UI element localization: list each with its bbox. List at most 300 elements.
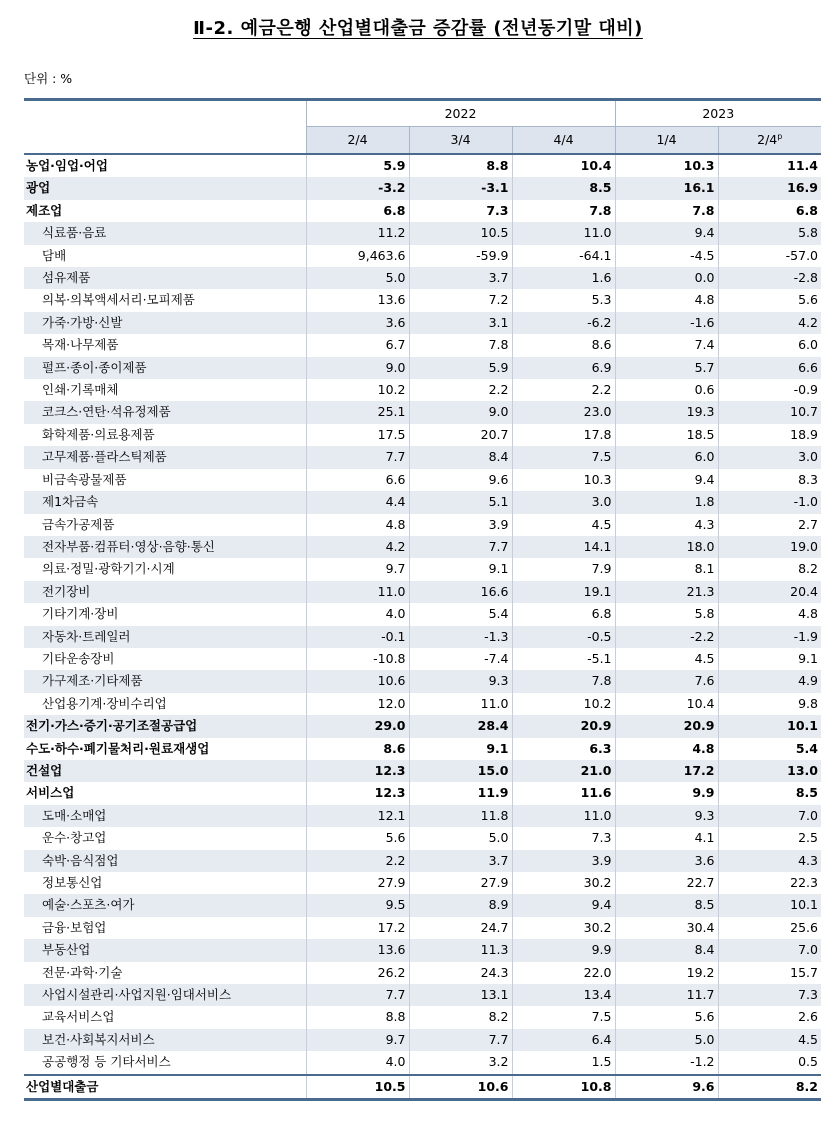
- value-cell: 8.6: [306, 738, 409, 760]
- value-cell: 5.4: [409, 603, 512, 625]
- value-cell: 10.4: [512, 154, 615, 177]
- value-cell: 19.1: [512, 581, 615, 603]
- quarter-header: 2/4: [306, 127, 409, 155]
- row-label: 비금속광물제품: [42, 471, 127, 487]
- row-label: 화학제품·의료용제품: [42, 426, 155, 442]
- value-cell: 4.8: [615, 289, 718, 311]
- value-cell: 13.6: [306, 939, 409, 961]
- row-label: 금속가공제품: [42, 516, 115, 532]
- value-cell: 9,463.6: [306, 245, 409, 267]
- value-cell: 9.1: [409, 558, 512, 580]
- value-cell: 6.3: [512, 738, 615, 760]
- value-cell: 7.7: [409, 1029, 512, 1051]
- value-cell: 8.2: [718, 1075, 821, 1100]
- value-cell: 2.7: [718, 514, 821, 536]
- value-cell: 6.0: [615, 446, 718, 468]
- value-cell: 5.3: [512, 289, 615, 311]
- value-cell: -1.9: [718, 626, 821, 648]
- row-label: 서비스업: [26, 785, 75, 801]
- value-cell: 9.3: [615, 805, 718, 827]
- value-cell: 4.5: [718, 1029, 821, 1051]
- value-cell: 11.0: [512, 805, 615, 827]
- quarter-header-row: [24, 127, 821, 155]
- value-cell: -0.9: [718, 379, 821, 401]
- value-cell: 1.8: [615, 491, 718, 513]
- value-cell: 4.0: [306, 1051, 409, 1074]
- value-cell: 19.3: [615, 401, 718, 423]
- row-label: 도매·소매업: [24, 805, 306, 827]
- value-cell: -1.6: [615, 312, 718, 334]
- value-cell: 18.5: [615, 424, 718, 446]
- value-cell: 9.7: [306, 558, 409, 580]
- value-cell: 22.3: [718, 872, 821, 894]
- table-row: [24, 894, 821, 916]
- row-label: 광업: [24, 177, 306, 199]
- value-cell: 18.9: [718, 424, 821, 446]
- value-cell: 30.2: [512, 872, 615, 894]
- value-cell: 22.0: [512, 962, 615, 984]
- value-cell: 11.0: [512, 222, 615, 244]
- value-cell: 8.2: [409, 1006, 512, 1028]
- value-cell: 4.5: [512, 514, 615, 536]
- row-label: 수도·하수·폐기물처리·원료재생업: [26, 740, 210, 756]
- value-cell: 11.0: [306, 581, 409, 603]
- value-cell: -64.1: [512, 245, 615, 267]
- value-cell: 5.0: [409, 827, 512, 849]
- value-cell: 8.3: [718, 469, 821, 491]
- value-cell: 8.2: [718, 558, 821, 580]
- value-cell: 5.4: [718, 738, 821, 760]
- value-cell: -7.4: [409, 648, 512, 670]
- value-cell: -2.2: [615, 626, 718, 648]
- value-cell: 7.7: [409, 536, 512, 558]
- value-cell: 3.7: [409, 267, 512, 289]
- row-label: 식료품·음료: [24, 222, 306, 244]
- value-cell: 7.8: [512, 200, 615, 222]
- table-row: [24, 670, 821, 692]
- value-cell: 11.0: [409, 693, 512, 715]
- value-cell: 4.2: [306, 536, 409, 558]
- value-cell: 4.8: [306, 514, 409, 536]
- table-row: [24, 648, 821, 670]
- value-cell: 3.6: [306, 312, 409, 334]
- table-row: [24, 469, 821, 491]
- value-cell: 11.2: [306, 222, 409, 244]
- table-row: [24, 939, 821, 961]
- value-cell: 13.6: [306, 289, 409, 311]
- value-cell: 21.0: [512, 760, 615, 782]
- table-row: [24, 827, 821, 849]
- value-cell: 22.7: [615, 872, 718, 894]
- value-cell: 9.7: [306, 1029, 409, 1051]
- value-cell: 5.6: [718, 289, 821, 311]
- value-cell: 7.8: [409, 334, 512, 356]
- table-row: [24, 289, 821, 311]
- row-label: 부동산업: [24, 939, 306, 961]
- table-row: [24, 872, 821, 894]
- value-cell: 26.2: [306, 962, 409, 984]
- value-cell: 4.8: [615, 738, 718, 760]
- value-cell: -1.2: [615, 1051, 718, 1074]
- table-row: [24, 1051, 821, 1074]
- value-cell: 6.7: [306, 334, 409, 356]
- header-corner: [24, 100, 306, 127]
- value-cell: -2.8: [718, 267, 821, 289]
- value-cell: -1.0: [718, 491, 821, 513]
- value-cell: 15.7: [718, 962, 821, 984]
- value-cell: 7.4: [615, 334, 718, 356]
- value-cell: 10.1: [718, 894, 821, 916]
- value-cell: 3.1: [409, 312, 512, 334]
- year-header-2023: 2023: [615, 100, 821, 127]
- row-label: 예술·스포츠·여가: [24, 894, 306, 916]
- value-cell: 17.2: [615, 760, 718, 782]
- value-cell: 9.0: [306, 357, 409, 379]
- value-cell: 7.2: [409, 289, 512, 311]
- value-cell: 15.0: [409, 760, 512, 782]
- row-label: 금융·보험업: [42, 919, 107, 935]
- table-row-category: [24, 177, 821, 199]
- value-cell: 9.4: [615, 469, 718, 491]
- unit-label: 단위 : %: [24, 71, 73, 86]
- value-cell: 10.4: [615, 693, 718, 715]
- value-cell: 21.3: [615, 581, 718, 603]
- value-cell: 0.5: [718, 1051, 821, 1074]
- table-row: [24, 603, 821, 625]
- value-cell: 5.6: [615, 1006, 718, 1028]
- year-header-row: [24, 100, 821, 127]
- table-row: [24, 558, 821, 580]
- value-cell: 5.8: [615, 603, 718, 625]
- value-cell: 28.4: [409, 715, 512, 737]
- row-label: 펄프·종이·종이제품: [24, 357, 306, 379]
- value-cell: -59.9: [409, 245, 512, 267]
- value-cell: 4.8: [718, 603, 821, 625]
- value-cell: 12.1: [306, 805, 409, 827]
- row-label: 기타기계·장비: [42, 606, 119, 622]
- value-cell: -1.3: [409, 626, 512, 648]
- row-label: 운수·창고업: [42, 830, 107, 846]
- row-label: 제1차금속: [24, 491, 306, 513]
- value-cell: 7.8: [512, 670, 615, 692]
- value-cell: 12.3: [306, 782, 409, 804]
- value-cell: 6.8: [718, 200, 821, 222]
- row-label: 섬유제품: [24, 267, 306, 289]
- page-title: Ⅱ-2. 예금은행 산업별대출금 증감률 (전년동기말 대비): [193, 18, 643, 39]
- row-label: 사업시설관리·사업지원·임대서비스: [24, 984, 306, 1006]
- value-cell: 11.8: [409, 805, 512, 827]
- value-cell: 9.4: [615, 222, 718, 244]
- quarter-header: 1/4: [615, 127, 718, 155]
- row-label: 자동차·트레일러: [24, 626, 306, 648]
- value-cell: 11.7: [615, 984, 718, 1006]
- value-cell: 11.4: [718, 154, 821, 177]
- value-cell: 3.9: [512, 850, 615, 872]
- table-row-category: [24, 782, 821, 804]
- value-cell: 8.9: [409, 894, 512, 916]
- value-cell: 3.7: [409, 850, 512, 872]
- table-row: [24, 850, 821, 872]
- value-cell: 7.3: [409, 200, 512, 222]
- year-header-2022: 2022: [306, 100, 615, 127]
- value-cell: 19.2: [615, 962, 718, 984]
- value-cell: 9.5: [306, 894, 409, 916]
- value-cell: 25.1: [306, 401, 409, 423]
- row-label: 제조업: [26, 202, 63, 218]
- value-cell: -57.0: [718, 245, 821, 267]
- table-row: [24, 379, 821, 401]
- value-cell: 8.1: [615, 558, 718, 580]
- row-label: 전자부품·컴퓨터·영상·음향·통신: [24, 536, 306, 558]
- value-cell: 2.5: [718, 827, 821, 849]
- table-row: [24, 1006, 821, 1028]
- value-cell: 4.0: [306, 603, 409, 625]
- value-cell: 23.0: [512, 401, 615, 423]
- value-cell: 10.2: [306, 379, 409, 401]
- value-cell: 7.9: [512, 558, 615, 580]
- row-label: 가죽·가방·신발: [24, 312, 306, 334]
- value-cell: 2.2: [306, 850, 409, 872]
- value-cell: 10.1: [718, 715, 821, 737]
- value-cell: 8.5: [718, 782, 821, 804]
- value-cell: 10.6: [306, 670, 409, 692]
- value-cell: 16.9: [718, 177, 821, 199]
- value-cell: 9.9: [512, 939, 615, 961]
- table-row: [24, 357, 821, 379]
- table-row: [24, 446, 821, 468]
- value-cell: 7.5: [512, 446, 615, 468]
- value-cell: 7.3: [512, 827, 615, 849]
- value-cell: 4.5: [615, 648, 718, 670]
- row-label: 전기·가스·증기·공기조절공급업: [24, 715, 306, 737]
- value-cell: 9.0: [409, 401, 512, 423]
- quarter-header: 3/4: [409, 127, 512, 155]
- value-cell: 16.6: [409, 581, 512, 603]
- value-cell: 9.9: [615, 782, 718, 804]
- value-cell: 29.0: [306, 715, 409, 737]
- table-row-category: [24, 760, 821, 782]
- table-row: [24, 536, 821, 558]
- table-row: [24, 401, 821, 423]
- row-label: 가구제조·기타제품: [24, 670, 306, 692]
- row-label: 산업용기계·장비수리업: [42, 695, 167, 711]
- value-cell: 8.4: [409, 446, 512, 468]
- value-cell: 5.9: [306, 154, 409, 177]
- value-cell: 12.0: [306, 693, 409, 715]
- row-label: 인쇄·기록매체: [42, 382, 119, 398]
- loan-growth-table: [24, 98, 821, 1101]
- row-label: 고무제품·플라스틱제품: [24, 446, 306, 468]
- row-label: 의복·의복액세서리·모피제품: [42, 292, 195, 308]
- value-cell: -0.1: [306, 626, 409, 648]
- row-label: 건설업: [24, 760, 306, 782]
- value-cell: 10.2: [512, 693, 615, 715]
- row-label: 교육서비스업: [42, 1009, 115, 1025]
- table-row: [24, 334, 821, 356]
- value-cell: 5.0: [306, 267, 409, 289]
- value-cell: 2.6: [718, 1006, 821, 1028]
- value-cell: 1.5: [512, 1051, 615, 1074]
- table-row: [24, 962, 821, 984]
- value-cell: -3.2: [306, 177, 409, 199]
- value-cell: 5.6: [306, 827, 409, 849]
- value-cell: 10.3: [512, 469, 615, 491]
- value-cell: 20.4: [718, 581, 821, 603]
- value-cell: 9.8: [718, 693, 821, 715]
- row-label: 목재·나무제품: [42, 337, 119, 353]
- value-cell: 9.4: [512, 894, 615, 916]
- row-label: 산업별대출금: [24, 1075, 306, 1100]
- value-cell: 7.8: [615, 200, 718, 222]
- value-cell: 8.8: [409, 154, 512, 177]
- value-cell: 7.6: [615, 670, 718, 692]
- table-row: [24, 491, 821, 513]
- value-cell: 4.9: [718, 670, 821, 692]
- value-cell: 6.9: [512, 357, 615, 379]
- value-cell: 9.6: [409, 469, 512, 491]
- value-cell: 9.1: [718, 648, 821, 670]
- value-cell: 8.4: [615, 939, 718, 961]
- row-label: 보건·사회복지서비스: [24, 1029, 306, 1051]
- value-cell: 14.1: [512, 536, 615, 558]
- value-cell: 20.7: [409, 424, 512, 446]
- value-cell: 12.3: [306, 760, 409, 782]
- table-row: [24, 626, 821, 648]
- table-row-category: [24, 154, 821, 177]
- row-label: 정보통신업: [42, 875, 103, 890]
- value-cell: 10.3: [615, 154, 718, 177]
- value-cell: 1.6: [512, 267, 615, 289]
- value-cell: 7.7: [306, 446, 409, 468]
- row-label: 의료·정밀·광학기기·시계: [42, 561, 175, 577]
- value-cell: 6.8: [512, 603, 615, 625]
- row-label: 농업·임업·어업: [26, 158, 108, 173]
- row-label: 기타운송장비: [42, 650, 115, 666]
- header-corner-lower: [24, 127, 306, 155]
- table-body: [24, 154, 821, 1100]
- value-cell: 13.1: [409, 984, 512, 1006]
- value-cell: 7.5: [512, 1006, 615, 1028]
- value-cell: 6.4: [512, 1029, 615, 1051]
- value-cell: 10.5: [409, 222, 512, 244]
- value-cell: 3.9: [409, 514, 512, 536]
- value-cell: -3.1: [409, 177, 512, 199]
- value-cell: 8.5: [512, 177, 615, 199]
- value-cell: 5.1: [409, 491, 512, 513]
- value-cell: 5.8: [718, 222, 821, 244]
- value-cell: 16.1: [615, 177, 718, 199]
- table-row: [24, 267, 821, 289]
- value-cell: 24.7: [409, 917, 512, 939]
- value-cell: 30.4: [615, 917, 718, 939]
- value-cell: 3.0: [718, 446, 821, 468]
- value-cell: 6.6: [718, 357, 821, 379]
- value-cell: 3.2: [409, 1051, 512, 1074]
- value-cell: 6.0: [718, 334, 821, 356]
- row-label: 담배: [42, 247, 67, 263]
- value-cell: 0.0: [615, 267, 718, 289]
- row-label: 공공행정 등 기타서비스: [42, 1054, 171, 1070]
- value-cell: 30.2: [512, 917, 615, 939]
- value-cell: 8.6: [512, 334, 615, 356]
- value-cell: 8.5: [615, 894, 718, 916]
- value-cell: 9.1: [409, 738, 512, 760]
- table-row-category: [24, 200, 821, 222]
- value-cell: 10.6: [409, 1075, 512, 1100]
- table-row-total: [24, 1075, 821, 1100]
- value-cell: 8.8: [306, 1006, 409, 1028]
- value-cell: 10.5: [306, 1075, 409, 1100]
- value-cell: 7.7: [306, 984, 409, 1006]
- quarter-header: 4/4: [512, 127, 615, 155]
- value-cell: 10.8: [512, 1075, 615, 1100]
- value-cell: 5.7: [615, 357, 718, 379]
- row-label: 숙박·음식점업: [24, 850, 306, 872]
- table-row: [24, 514, 821, 536]
- value-cell: 9.3: [409, 670, 512, 692]
- value-cell: 27.9: [409, 872, 512, 894]
- value-cell: 7.0: [718, 939, 821, 961]
- value-cell: -5.1: [512, 648, 615, 670]
- table-row-category: [24, 738, 821, 760]
- table-row: [24, 245, 821, 267]
- table-row: [24, 1029, 821, 1051]
- table-row: [24, 222, 821, 244]
- value-cell: 9.6: [615, 1075, 718, 1100]
- value-cell: -6.2: [512, 312, 615, 334]
- value-cell: 20.9: [512, 715, 615, 737]
- value-cell: 19.0: [718, 536, 821, 558]
- table-row: [24, 917, 821, 939]
- value-cell: 17.5: [306, 424, 409, 446]
- value-cell: 5.9: [409, 357, 512, 379]
- table-row: [24, 805, 821, 827]
- value-cell: 4.4: [306, 491, 409, 513]
- table-row: [24, 424, 821, 446]
- value-cell: 6.8: [306, 200, 409, 222]
- value-cell: 20.9: [615, 715, 718, 737]
- value-cell: 4.3: [615, 514, 718, 536]
- value-cell: 0.6: [615, 379, 718, 401]
- value-cell: 5.0: [615, 1029, 718, 1051]
- value-cell: 11.3: [409, 939, 512, 961]
- quarter-header-preliminary: 2/4$^p$: [718, 127, 821, 155]
- value-cell: -10.8: [306, 648, 409, 670]
- value-cell: 18.0: [615, 536, 718, 558]
- value-cell: 13.0: [718, 760, 821, 782]
- table-row: [24, 984, 821, 1006]
- value-cell: 24.3: [409, 962, 512, 984]
- value-cell: 17.8: [512, 424, 615, 446]
- value-cell: 17.2: [306, 917, 409, 939]
- value-cell: -0.5: [512, 626, 615, 648]
- table-row: [24, 581, 821, 603]
- value-cell: 7.3: [718, 984, 821, 1006]
- value-cell: 6.6: [306, 469, 409, 491]
- table-row: [24, 312, 821, 334]
- value-cell: 4.3: [718, 850, 821, 872]
- value-cell: 11.6: [512, 782, 615, 804]
- value-cell: 25.6: [718, 917, 821, 939]
- table-row-category: [24, 715, 821, 737]
- value-cell: 3.0: [512, 491, 615, 513]
- value-cell: 27.9: [306, 872, 409, 894]
- value-cell: 10.7: [718, 401, 821, 423]
- row-label: 전문·과학·기술: [42, 964, 123, 980]
- table-row: [24, 693, 821, 715]
- row-label: 코크스·연탄·석유정제품: [24, 401, 306, 423]
- value-cell: 4.1: [615, 827, 718, 849]
